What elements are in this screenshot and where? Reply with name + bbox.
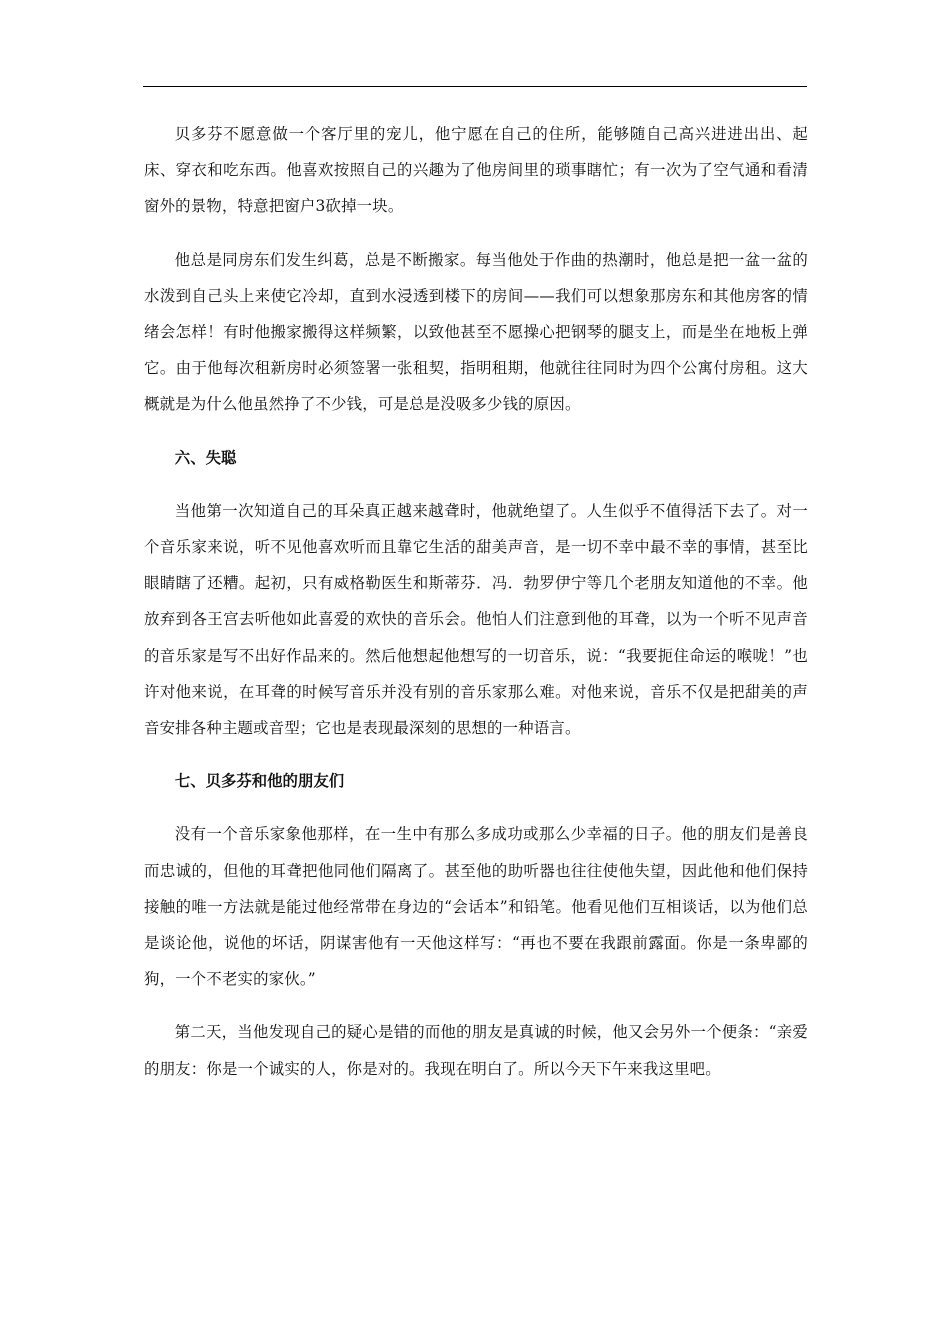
paragraph-living-habits: 贝多芬不愿意做一个客厅里的宠儿，他宁愿在自己的住所，能够随自己高兴进进出出、起床、穿衣和吃东西。他喜欢按照自己的兴趣为了他房间里的琐事瞎忙；有一次为了空气通和看清窗外的景物，特意把窗户3砍掉一块。	[144, 125, 808, 216]
paragraph-landlords: 他总是同房东们发生纠葛，总是不断搬家。每当他处于作曲的热潮时，他总是把一盆一盆的水泼到自己头上来使它冷却，直到水浸透到楼下的房间——我们可以想象那房东和其他房客的情绪会怎样！有时他搬家搬得这样频繁，以致他甚至不愿操心把钢琴的腿支上，而是坐在地板上弹它。由于他每次租新房时必须签署一张租契，指明租期，他就往往同时为四个公寓付房租。这大概就是为什么他虽然挣了不少钱，可是总是没吸多少钱的原因。	[144, 250, 808, 414]
document-body	[144, 116, 808, 1087]
section-heading-friends: 七、贝多芬和他的朋友们	[174, 772, 345, 791]
paragraph-next-day: 第二天，当他发现自己的疑心是错的而他的朋友是真诚的时候，他又会另外一个便条：“亲爱的朋友：你是一个诚实的人，你是对的。我现在明白了。所以今天下午来我这里吧。	[144, 1023, 808, 1078]
section-heading-deafness: 六、失聪	[174, 448, 237, 467]
header-rule	[143, 86, 807, 87]
paragraph-deafness: 当他第一次知道自己的耳朵真正越来越聋时，他就绝望了。人生似乎不值得活下去了。对一个音乐家来说，听不见他喜欢听而且靠它生活的甜美声音，是一切不幸中最不幸的事情，甚至比眼睛瞎了还糟。起初，只有威格勒医生和斯蒂芬．冯．勃罗伊宁等几个老朋友知道他的不幸。他放弃到各王宫去听他如此喜爱的欢快的音乐会。他怕人们注意到他的耳聋，以为一个听不见声音的音乐家是写不出好作品来的。然后他想起他想写的一切音乐，说：“我要扼住命运的喉咙！”也许对他来说，在耳聋的时候写音乐并没有别的音乐家那么难。对他来说，音乐不仅是把甜美的声音安排各种主题或音型；它也是表现最深刻的思想的一种语言。	[144, 501, 808, 738]
paragraph-friends: 没有一个音乐家象他那样，在一生中有那么多成功或那么少幸福的日子。他的朋友们是善良而忠诚的，但他的耳聋把他同他们隔离了。甚至他的助听器也往往使他失望，因此他和他们保持接触的唯一方法就是能过他经常带在身边的“会话本”和铅笔。他看见他们互相谈话，以为他们总是谈论他，说他的坏话，阴谋害他有一天他这样写：“再也不要在我跟前露面。你是一条卑鄙的狗，一个不老实的家伙。”	[144, 825, 808, 989]
